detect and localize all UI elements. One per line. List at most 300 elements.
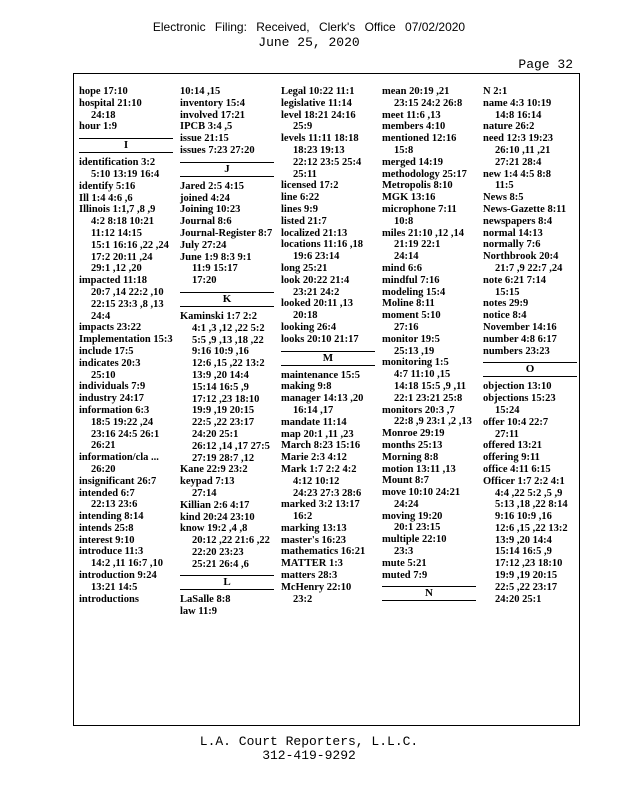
page-line-ref: 11:14 (322, 416, 347, 428)
page-line-ref: 21:7 (307, 215, 327, 227)
page-line-ref: 5:10 (421, 310, 441, 322)
index-entry-line (382, 287, 476, 299)
index-entry-line (79, 121, 173, 133)
index-entry (483, 169, 577, 193)
page-line-ref: 27:24 (201, 239, 227, 251)
index-entry-line (281, 393, 375, 405)
index-entry-line (483, 204, 577, 216)
index-entry-line (79, 488, 173, 500)
index-word: information/cla (79, 452, 149, 464)
index-entry-line (483, 334, 577, 346)
index-entry-line (483, 417, 577, 429)
page-line-ref: 15:14 16:5 ,9 (192, 381, 249, 393)
index-entry-line (180, 216, 274, 228)
page-line-ref: 24:17 (119, 393, 145, 405)
index-entry (281, 582, 375, 606)
index-entry (382, 310, 476, 334)
index-entry (382, 511, 476, 535)
index-word: making (281, 381, 315, 393)
page-line-ref: 9:8 (317, 381, 332, 393)
index-entry (483, 275, 577, 299)
page-line-ref: 5:13 ,18 ,22 8:14 (495, 499, 568, 511)
index-entry-line (382, 405, 476, 417)
index-entry-line (483, 464, 577, 476)
index-word: Morning (382, 451, 422, 463)
index-entry-line (382, 464, 476, 476)
index-entry-line (180, 98, 274, 110)
page-line-ref: 17:20 (192, 275, 217, 287)
page-number: Page 32 (518, 57, 573, 72)
index-entry-line (382, 570, 476, 582)
index-entry-line (79, 322, 173, 334)
index-entry (180, 121, 274, 133)
index-word: issues (180, 144, 206, 156)
index-entry-line (79, 157, 173, 169)
index-word: News-Gazette (483, 203, 545, 215)
index-entry-line (281, 452, 375, 464)
page-line-ref: 7:9 (413, 569, 428, 581)
index-entry-line (483, 440, 577, 452)
index-entry (382, 204, 476, 228)
index-entry-line (180, 606, 274, 618)
page-line-ref: 14:8 16:14 (495, 109, 542, 121)
index-word: hope (79, 86, 101, 97)
index-word: objection (483, 381, 525, 393)
page-line-ref: 26:4 (316, 321, 337, 333)
index-word: Journal (180, 216, 216, 228)
page-line-ref: 19:2 ,4 ,8 (207, 523, 248, 535)
page-line-ref: 2:5 4:15 (208, 180, 244, 192)
index-frame (73, 73, 580, 726)
page-line-ref: 25:13 (417, 439, 443, 451)
index-word: McHenry (281, 581, 325, 593)
index-entry-line (382, 440, 476, 452)
index-entry-line (281, 546, 375, 558)
index-entry (382, 275, 476, 287)
index-word: members (382, 121, 424, 133)
index-entry-line (281, 263, 375, 275)
page-line-ref: 26:21 (91, 440, 116, 452)
page-line-ref: 15:4 (225, 97, 246, 109)
index-entry-line (180, 145, 274, 157)
page-line-ref: 4:1 ,3 ,12 ,22 5:2 (192, 322, 265, 334)
index-column-2 (180, 86, 274, 618)
index-entry-line (483, 228, 577, 240)
index-word: monitoring (382, 357, 433, 369)
index-word: Ill (79, 192, 89, 204)
page-line-ref: 22:20 23:23 (192, 546, 244, 558)
index-word: merged (382, 156, 416, 168)
index-word: look (281, 274, 301, 286)
index-entry (281, 204, 375, 216)
page-line-ref: 18:21 24:16 (304, 109, 356, 121)
index-word: microphone (382, 203, 436, 215)
index-entry (180, 204, 274, 216)
index-entry-line (382, 357, 476, 369)
page-line-ref: 12:6 ,15 ,22 13:2 (192, 358, 265, 370)
page-line-ref: 13:10 (527, 381, 552, 393)
index-entry-line (483, 86, 577, 98)
page-line-ref: 25:10 (91, 369, 116, 381)
court-reporter-name: L.A. Court Reporters, L.L.C. (199, 734, 419, 749)
page-line-ref: 20:3 (121, 357, 141, 369)
index-entry (281, 535, 375, 547)
page-line-ref: 24:24 (394, 498, 419, 510)
page-line-ref: 24:20 25:1 (495, 593, 542, 605)
index-entry (180, 193, 274, 205)
page-line-ref: 29:1 ,12 ,20 (91, 263, 142, 275)
index-word: mandate (281, 416, 321, 428)
section-letter: I (79, 138, 173, 153)
page-line-ref: 15:15 (495, 286, 520, 298)
page-line-ref: 1:9 8:3 9:1 (204, 251, 252, 263)
index-word: manager (281, 393, 321, 405)
index-entry (79, 204, 173, 275)
index-entry (281, 192, 375, 204)
page-line-ref: 4:11 6:15 (510, 463, 551, 475)
page-line-ref: 14:16 (532, 321, 557, 333)
index-entry (382, 133, 476, 157)
page-line-ref: 8:7 (414, 475, 429, 487)
index-word: mindful (382, 274, 418, 286)
index-entry-line (79, 511, 173, 523)
page-line-ref: 11:11 18:18 (308, 133, 359, 145)
index-entry-line (281, 275, 375, 287)
page-line-ref: 15:4 (426, 286, 446, 298)
index-entry-line (483, 169, 577, 181)
index-entry (79, 511, 173, 523)
index-entry-line (483, 133, 577, 145)
page-line-ref: 11:12 14:15 (91, 227, 143, 239)
index-column-4 (382, 86, 476, 605)
page-line-ref: 18:23 19:13 (293, 144, 345, 156)
page-line-ref: 5:21 (407, 557, 427, 569)
index-entry-line (180, 523, 274, 535)
page-line-ref: 22:10 (421, 534, 447, 546)
index-entry (483, 346, 577, 358)
index-entry-line (79, 476, 173, 488)
index-word: lines (281, 203, 302, 215)
index-word: inventory (180, 97, 224, 109)
index-word: Monroe (382, 428, 418, 440)
index-entry-line (79, 275, 173, 287)
index-entry-line (180, 181, 274, 193)
index-entry (483, 393, 577, 417)
index-entry (180, 110, 274, 122)
index-entry (180, 606, 274, 618)
index-entry (79, 594, 173, 606)
index-entry-line (382, 334, 476, 346)
index-entry-line (382, 558, 476, 570)
index-word: Marie (281, 452, 309, 464)
page-line-ref: 29:9 (508, 298, 529, 310)
index-word: offer (483, 416, 505, 428)
index-entry-line (281, 558, 375, 570)
index-word: intends (79, 522, 112, 534)
index-entry (79, 334, 173, 346)
index-entry-line (382, 86, 476, 98)
index-entry-line (382, 110, 476, 122)
index-word: hour (79, 121, 101, 133)
index-entry (79, 275, 173, 322)
page-line-ref: 9:24 (137, 570, 157, 582)
page-line-ref: 28:3 (318, 570, 338, 582)
index-entry-line (483, 98, 577, 110)
page-line-ref: 27:16 (394, 321, 419, 333)
page-line-ref: 6:22 (299, 192, 320, 204)
section-letter: J (180, 162, 274, 177)
index-entry-line (79, 98, 173, 110)
page-line-ref: 1:4 4:5 8:8 (503, 168, 551, 180)
index-word: issue (180, 133, 202, 145)
index-word: introductions (79, 593, 139, 605)
index-entry (281, 499, 375, 523)
page-line-ref: 22:9 23:2 (206, 464, 248, 476)
index-entry-line (483, 452, 577, 464)
index-entry-line (180, 512, 274, 524)
index-word: MGK (382, 192, 409, 204)
page-line-ref: 25:9 (293, 121, 313, 133)
index-entry-line (180, 252, 274, 264)
page-line-ref: 8:11 (547, 203, 567, 215)
page-line-ref: 20:12 ,22 21:6 ,22 (192, 535, 270, 547)
index-entry (79, 452, 173, 476)
index-word: information (79, 404, 133, 416)
index-word: monitors (382, 404, 423, 416)
index-word: Illinois (79, 204, 110, 216)
page-line-ref: 8:4 (538, 215, 553, 227)
page-line-ref: 9:9 (304, 203, 319, 215)
page-line-ref: 27:11 (495, 428, 519, 440)
page-line-ref: 13:9 ,20 14:4 (495, 534, 552, 546)
index-word: interest (79, 534, 113, 546)
page-line-ref: 4:4 ,22 5:2 ,5 ,9 (495, 487, 563, 499)
index-word: motion (382, 463, 414, 475)
index-entry-line (281, 86, 375, 98)
page-line-ref: 17:10 (103, 86, 128, 97)
index-word: newspapers (483, 215, 536, 227)
index-word: Officer (483, 475, 515, 487)
page-line-ref: 10:23 (215, 204, 241, 216)
index-entry (79, 405, 173, 452)
index-entry (382, 287, 476, 299)
index-entry-line (79, 181, 173, 193)
index-word: insignificant (79, 475, 135, 487)
page-line-ref: 11:3 (124, 546, 144, 558)
page-line-ref: 9:10 (115, 534, 135, 546)
index-entry-line (382, 263, 476, 275)
index-entry-line (180, 204, 274, 216)
index-column-3 (281, 86, 375, 605)
page-line-ref: 17:2 20:11 ,24 (91, 251, 153, 263)
index-word: introduction (79, 570, 135, 582)
page-line-ref: 16:14 ,17 (293, 404, 334, 416)
index-word: looking (281, 321, 315, 333)
index-entry (382, 464, 476, 476)
index-entry-line (281, 429, 375, 441)
page-line-ref: 23:21 24:2 (293, 286, 340, 298)
index-entry (483, 86, 577, 98)
index-word: mentioned (382, 133, 430, 145)
page-line-ref: 17:12 ,23 18:10 (495, 558, 563, 570)
index-word: Killian (180, 499, 211, 511)
page-line-ref: 8:14 (124, 511, 144, 523)
index-entry (281, 452, 375, 464)
index-entry (281, 570, 375, 582)
index-entry-line (281, 204, 375, 216)
page-line-ref: 11:9 (198, 606, 218, 618)
index-entry-line (483, 381, 577, 393)
index-entry-line (382, 534, 476, 546)
index-entry-line (483, 192, 577, 204)
index-word: looks (281, 333, 305, 345)
index-word: involved (180, 109, 218, 121)
page-line-ref: 11:9 15:17 (192, 263, 238, 275)
index-entry (382, 452, 476, 464)
page-line-ref: 9:16 10:9 ,16 (192, 346, 249, 358)
page-line-ref: 17:21 (220, 109, 246, 121)
index-entry (281, 464, 375, 499)
page-line-ref: 15:5 (340, 369, 361, 381)
index-entry-line (180, 464, 274, 476)
index-word: move (382, 487, 406, 499)
index-entry (281, 370, 375, 382)
page-line-ref: 2:3 4:12 (311, 452, 347, 464)
page-line-ref: 14:2 ,11 16:7 ,10 (91, 558, 164, 570)
index-word: July (180, 239, 200, 251)
index-entry-line (281, 334, 375, 346)
index-entry (483, 440, 577, 452)
page-line-ref: ... (151, 452, 159, 464)
court-reporter-phone: 312-419-9292 (262, 748, 356, 763)
index-entry (483, 334, 577, 346)
page-line-ref: 23:15 24:2 26:8 (394, 97, 463, 109)
page-line-ref: 23:22 (116, 322, 142, 334)
page-line-ref: 11:16 ,18 (323, 239, 363, 251)
index-entry-line (79, 204, 173, 216)
index-entry (281, 381, 375, 393)
index-word: number (483, 333, 519, 345)
index-entry (79, 86, 173, 98)
page-line-ref: 12:3 19:23 (506, 133, 553, 145)
page-line-ref: 4:2 8:18 10:21 (91, 216, 154, 228)
index-entry-line (281, 133, 375, 145)
index-word: localized (281, 227, 321, 239)
index-entry-line (79, 523, 173, 535)
index-entry (382, 157, 476, 169)
index-entry-line (281, 499, 375, 511)
index-entry (382, 534, 476, 558)
page-line-ref: 14:13 ,20 (323, 393, 364, 405)
index-word: objections (483, 393, 529, 405)
index-entry (180, 464, 274, 476)
page-line-ref: 11:18 (123, 275, 147, 287)
index-entry-line (180, 121, 274, 133)
index-entry (483, 298, 577, 310)
index-word: intended (79, 487, 119, 499)
index-entry-line (180, 86, 274, 98)
index-entry (79, 358, 173, 382)
index-entry-line (382, 180, 476, 192)
index-entry-line (79, 346, 173, 358)
page-line-ref: 27:19 28:7 ,12 (192, 452, 255, 464)
index-entry-line (281, 239, 375, 251)
index-word: name (483, 97, 508, 109)
index-word: Mount (382, 475, 413, 487)
index-word: notes (483, 298, 507, 310)
index-entry (79, 535, 173, 547)
page-line-ref: 23:16 24:5 26:1 (91, 428, 160, 440)
index-word: months (382, 439, 416, 451)
index-entry (180, 594, 274, 606)
index-entry-line (281, 582, 375, 594)
index-entry (180, 252, 274, 287)
index-entry (483, 121, 577, 133)
page-line-ref: 2:1 (493, 86, 508, 97)
page-line-ref: 24:20 25:1 (192, 428, 239, 440)
index-word: Implementation (79, 334, 151, 346)
page-line-ref: 20:7 ,14 22:2 ,10 (91, 286, 164, 298)
page-line-ref: 16:2 (293, 511, 313, 523)
index-entry (382, 228, 476, 263)
index-entry (382, 357, 476, 404)
index-entry-line (79, 570, 173, 582)
index-word: muted (382, 569, 411, 581)
index-entry (281, 275, 375, 299)
index-entry-line (483, 121, 577, 133)
index-entry-line (382, 310, 476, 322)
page-line-ref: 20:18 (293, 310, 318, 322)
index-word: miles (382, 227, 406, 239)
index-entry-line (79, 546, 173, 558)
index-entry (79, 121, 173, 133)
index-entry (483, 452, 577, 464)
hearing-date: June 25, 2020 (258, 35, 360, 50)
index-entry (382, 487, 476, 511)
index-entry (281, 263, 375, 275)
index-entry-line (483, 310, 577, 322)
index-word: licensed (281, 180, 317, 192)
index-word: modeling (382, 286, 424, 298)
page-line-ref: 23:3 (394, 546, 414, 558)
index-entry (382, 405, 476, 429)
index-entry-line (79, 405, 173, 417)
page-line-ref: 4:7 11:10 ,15 (394, 369, 451, 381)
index-entry (79, 393, 173, 405)
page-line-ref: 22:5 ,22 23:17 (192, 417, 255, 429)
index-entry-line (79, 393, 173, 405)
index-word: IPCB (180, 121, 206, 133)
index-entry-line (382, 475, 476, 487)
page-line-ref: 7:23 27:20 (208, 144, 255, 156)
index-word: June (180, 251, 202, 263)
index-entry (382, 86, 476, 110)
index-entry-line (483, 393, 577, 405)
page-line-ref: 11:5 (495, 180, 514, 192)
index-entry (483, 417, 577, 441)
index-entry-line (382, 169, 476, 181)
index-entry (281, 216, 375, 228)
index-entry-line (483, 239, 577, 251)
index-entry (382, 558, 476, 570)
index-word: industry (79, 393, 117, 405)
page-line-ref: 4:12 10:12 (293, 475, 340, 487)
index-entry (483, 133, 577, 168)
index-entry (180, 98, 274, 110)
index-entry (79, 346, 173, 358)
page-line-ref: 1:5 (434, 357, 449, 369)
index-entry-line (483, 476, 577, 488)
